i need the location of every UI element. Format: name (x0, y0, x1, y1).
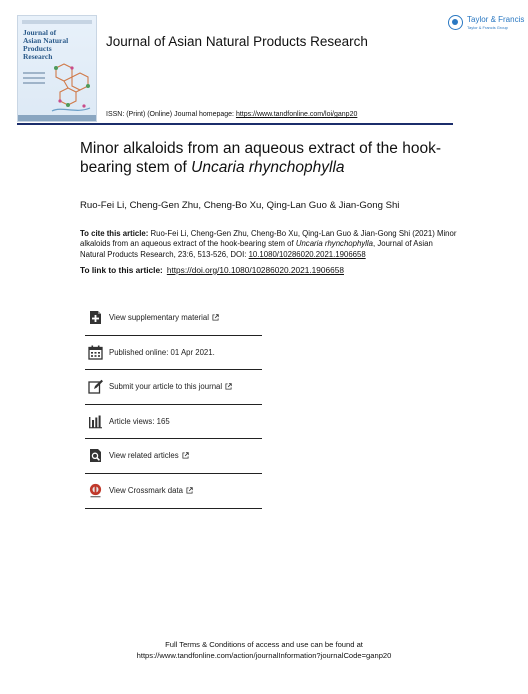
footer-terms-text: Full Terms & Conditions of access and use can be found at (165, 640, 363, 649)
article-info-list (85, 301, 262, 509)
cover-bottom-band (18, 115, 96, 121)
bar-chart-icon (88, 414, 103, 429)
crossmark-icon (88, 483, 103, 498)
article-doi-url-link[interactable]: https://doi.org/10.1080/10286020.2021.1906658 (166, 265, 344, 275)
journal-cover-image (17, 15, 97, 122)
info-item-related[interactable] (85, 439, 262, 474)
citation-text-2: , Journal of Asian Natural Products Research, 23:6, 513-526, DOI: (80, 239, 433, 259)
article-title (80, 139, 460, 177)
info-item-published (85, 336, 262, 371)
cover-molecule-graphic (46, 56, 96, 118)
info-label-submit: Submit your article to this journal (109, 382, 223, 392)
external-link-icon (186, 487, 193, 494)
citation-label: To cite this article: (80, 229, 149, 238)
publisher-logo-icon (448, 15, 463, 30)
edit-icon (88, 379, 103, 394)
calendar-icon (88, 345, 103, 360)
external-link-icon (225, 383, 232, 390)
link-to-article (80, 265, 344, 275)
external-link-icon (182, 452, 189, 459)
publisher-tagline: Taylor & Francis Group (467, 25, 508, 30)
journal-title[interactable]: Journal of Asian Natural Products Research (106, 34, 368, 49)
citation-block (80, 229, 460, 260)
citation-species: Uncaria rhynchophylla (295, 239, 373, 249)
link-label: To link to this article: (80, 265, 163, 275)
issn-line (106, 111, 357, 118)
citation-text-1: Ruo-Fei Li, Cheng-Gen Zhu, Cheng-Bo Xu, Qing-Lan Guo & Jian-Gong Shi (2021) Minor alkaloids from an aqueous extract of the hook-bearing stem of (80, 229, 457, 249)
external-link-icon (212, 314, 219, 321)
info-label-crossmark: View Crossmark data (109, 485, 183, 495)
cover-top-strip (22, 20, 92, 24)
info-label-views: Article views: 165 (109, 416, 170, 426)
plus-document-icon (88, 310, 103, 325)
info-item-submit[interactable] (85, 370, 262, 405)
journal-homepage-link[interactable]: https://www.tandfonline.com/loi/ganp20 (235, 111, 358, 118)
info-label-related: View related articles (109, 451, 179, 461)
search-document-icon (88, 448, 103, 463)
info-item-crossmark[interactable] (85, 474, 262, 509)
cover-title: Journal of Asian Natural Products Research (23, 28, 69, 61)
info-item-views (85, 405, 262, 440)
cover-text-lines (23, 72, 45, 87)
article-title-text: Minor alkaloids from an aqueous extract of the hook-bearing stem of (80, 140, 441, 176)
article-authors: Ruo-Fei Li, Cheng-Gen Zhu, Cheng-Bo Xu, Qing-Lan Guo & Jian-Gong Shi (80, 200, 400, 211)
info-item-supplementary[interactable] (85, 301, 262, 336)
info-label-supplementary: View supplementary material (109, 313, 209, 322)
article-title-species: Uncaria rhynchophylla (191, 159, 345, 176)
info-label-published: Published online: 01 Apr 2021. (109, 347, 215, 357)
footer (0, 640, 528, 661)
citation-doi-link[interactable]: 10.1080/10286020.2021.1906658 (248, 249, 366, 259)
publisher-logo[interactable] (448, 14, 528, 36)
issn-prefix: ISSN: (Print) (Online) Journal homepage: (106, 111, 234, 118)
footer-terms-link[interactable]: https://www.tandfonline.com/action/journalInformation?journalCode=ganp20 (136, 650, 392, 660)
publisher-name: Taylor & Francis (467, 15, 525, 24)
header-divider (17, 123, 453, 125)
